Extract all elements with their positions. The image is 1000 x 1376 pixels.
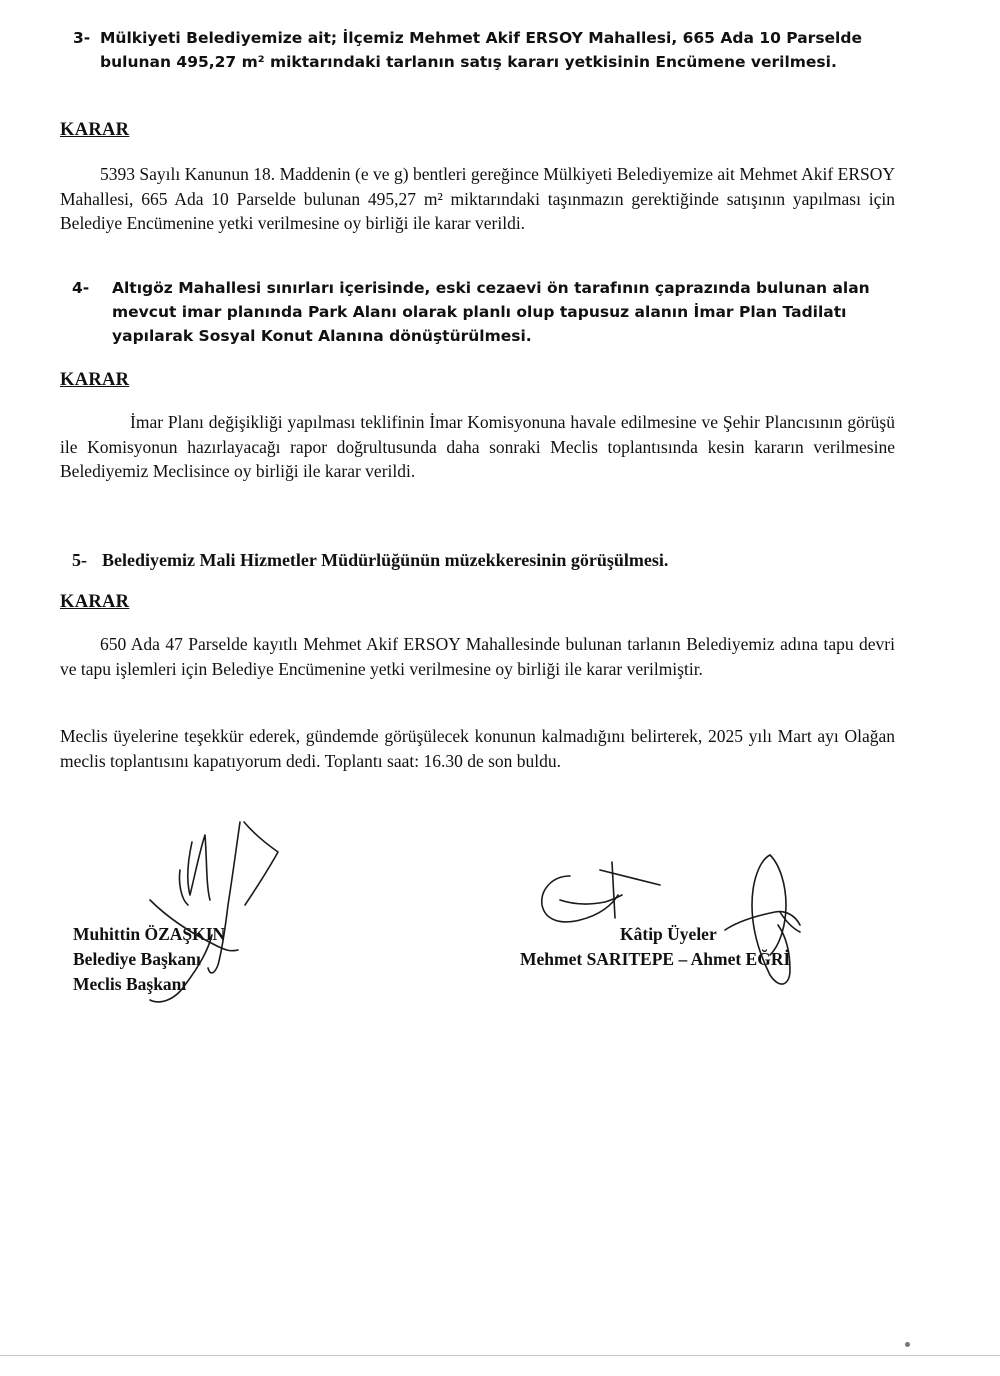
agenda-item-number: 3- [73, 29, 91, 47]
signatory-title: Meclis Başkanı [73, 974, 187, 994]
agenda-item-title: Altıgöz Mahallesi sınırları içerisinde, eski cezaevi ön tarafının çaprazında bulunan alan mevcut imar planında Park Alanı olarak planlı olup tapusuz alanın İmar Plan Tadilatı yapılarak Sosyal Konut Alanına dönüştürülmesi. [112, 279, 870, 345]
signature-stroke-right [600, 870, 660, 885]
decision-heading: KARAR [60, 592, 130, 612]
decision-text: 5393 Sayılı Kanunun 18. Maddenin (e ve g) bentleri gereğince Mülkiyeti Belediyemize ait Mehmet Akif ERSOY Mahallesi, 665 Ada 10 Parselde bulunan 495,27 m² miktarındaki taşınmazın gerektiğinde satışının yapılması için Belediye Encümenine yetki verilmesine oy birliği ile karar verildi. [60, 164, 895, 233]
signature-stroke-right [560, 895, 622, 904]
signatory-title: Belediye Başkanı [73, 949, 201, 969]
agenda-item-number: 4- [72, 279, 90, 297]
agenda-item-title: Belediyemiz Mali Hizmetler Müdürlüğünün müzekkeresinin görüşülmesi. [102, 550, 669, 570]
signature-stroke-right [612, 862, 615, 918]
signatory-name: Muhittin ÖZAŞKIN [73, 924, 226, 944]
signature-stroke-left [179, 870, 188, 905]
signature-stroke-right [542, 876, 618, 922]
signatory-names: Mehmet SARITEPE – Ahmet EĞRİ [520, 949, 791, 969]
signatory-title: Kâtip Üyeler [620, 924, 717, 944]
signature-block-right [520, 922, 790, 972]
signature-block-left [73, 922, 225, 997]
decision-heading: KARAR [60, 370, 130, 390]
signature-stroke-left [244, 822, 278, 905]
decision-text: İmar Planı değişikliği yapılması teklifinin İmar Komisyonuna havale edilmesine ve Şehir Plancısının görüşü ile Komisyonun hazırlayacağı rapor doğrultusunda daha sonraki Meclis toplantısında kesin kararın verilmesine Belediyemiz Meclisince oy birliği ile karar verildi. [60, 412, 895, 481]
page-bottom-edge [0, 1355, 1000, 1356]
agenda-item-number: 5- [72, 550, 87, 570]
decision-heading: KARAR [60, 120, 130, 140]
closing-statement: Meclis üyelerine teşekkür ederek, gündemde görüşülecek konunun kalmadığını belirterek, 2025 yılı Mart ayı Olağan meclis toplantısını kapatıyorum dedi. Toplantı saat: 16.30 de son buldu. [60, 726, 895, 771]
scan-speck [905, 1342, 910, 1347]
decision-text: 650 Ada 47 Parselde kayıtlı Mehmet Akif ERSOY Mahallesinde bulunan tarlanın Belediyemiz adına tapu devri ve tapu işlemleri için Belediye Encümenine yetki verilmesine oy birliği ile karar verilmiştir. [60, 634, 895, 679]
signature-stroke-left [188, 835, 210, 900]
agenda-item-title: Mülkiyeti Belediyemize ait; İlçemiz Mehmet Akif ERSOY Mahallesi, 665 Ada 10 Parselde bulunan 495,27 m² miktarındaki tarlanın satış kararı yetkisinin Encümene verilmesi. [100, 29, 862, 71]
